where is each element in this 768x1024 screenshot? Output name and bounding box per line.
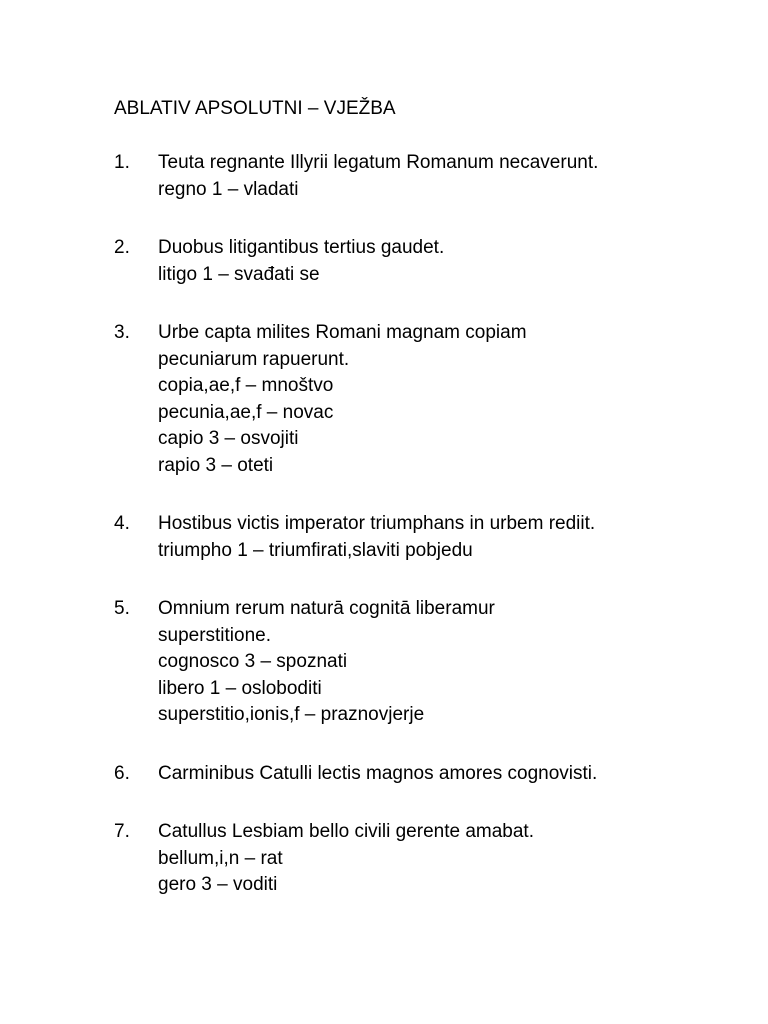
sentence-line: pecuniarum rapuerunt. [158,348,350,370]
sentence-line: Carminibus Catulli lectis magnos amores cognovisti. [158,762,598,784]
vocabulary-line: gero 3 – voditi [158,874,278,895]
sentence-line: Duobus litigantibus tertius gaudet. [158,237,445,258]
exercise-item [114,761,734,788]
exercise-item [114,819,734,899]
vocabulary-line: litigo 1 – svađati se [158,263,320,285]
vocabulary-line: bellum,i,n – rat [158,847,283,869]
vocabulary-line: triumpho 1 – triumfirati,slaviti pobjedu [158,539,473,561]
vocabulary-line: capio 3 – osvojiti [158,428,299,449]
document-title: ABLATIV APSOLUTNI – VJEŽBA [114,98,396,119]
exercise-item [114,596,734,729]
item-number: 7. [114,821,130,842]
item-number: 4. [114,513,130,534]
vocabulary-line: regno 1 – vladati [158,178,299,200]
sentence-line: Teuta regnante Illyrii legatum Romanum necaverunt. [158,152,599,173]
sentence-line: Hostibus victis imperator triumphans in urbem rediit. [158,513,596,534]
item-number: 3. [114,322,130,343]
vocabulary-line: rapio 3 – oteti [158,454,274,476]
vocabulary-line: copia,ae,f – mnoštvo [158,375,334,396]
sentence-line: Omnium rerum naturā cognitā liberamur [158,598,495,619]
exercise-item [114,150,734,203]
exercise-item [114,235,734,288]
item-number: 2. [114,237,130,258]
sentence-line: Urbe capta milites Romani magnam copiam [158,322,527,343]
vocabulary-line: superstitio,ionis,f – praznovjerje [158,704,425,725]
exercise-list [114,150,734,931]
item-number: 6. [114,762,130,784]
exercise-item [114,320,734,479]
vocabulary-line: libero 1 – osloboditi [158,677,322,699]
vocabulary-line: cognosco 3 – spoznati [158,651,348,672]
item-number: 1. [114,152,130,173]
vocabulary-line: pecunia,ae,f – novac [158,401,334,423]
item-number: 5. [114,598,130,619]
exercise-item [114,511,734,564]
sentence-line: Catullus Lesbiam bello civili gerente amabat. [158,821,534,842]
sentence-line: superstitione. [158,624,272,646]
